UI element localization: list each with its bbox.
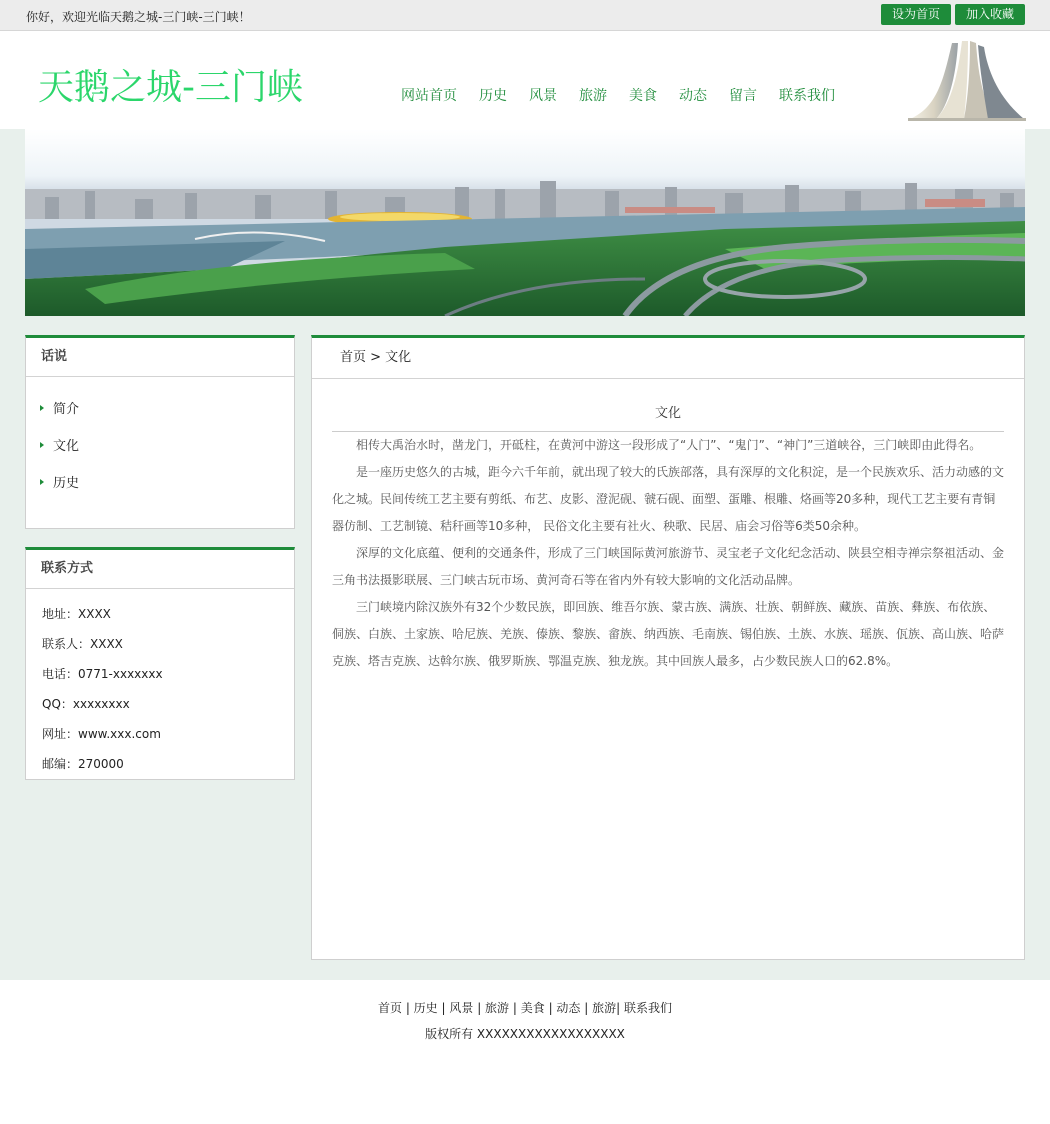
article-paragraph: 三门峡境内除汉族外有32个少数民族，即回族、维吾尔族、蒙古族、满族、壮族、朝鲜族、藏族、苗族、彝族、布依族、侗族、白族、土家族、哈尼族、羌族、傣族、黎族、畲族、纳西族、毛南族、锡伯族、土族、水族、瑶族、佤族、高山族、哈萨克族、塔吉克族、达斡尔族、俄罗斯族、鄂温克族、独龙族。其中回族人最多，占少数民族人口的62.8%。	[332, 600, 1005, 668]
site-header	[0, 31, 1050, 129]
breadcrumb: 首页 > 文化	[312, 338, 1024, 379]
site-logo[interactable]: 天鹅之城-三门峡	[38, 67, 303, 108]
contact-website: 网址：www.xxx.com	[42, 727, 161, 741]
city-banner-image	[25, 129, 1025, 316]
nav-contact[interactable]: 联系我们	[779, 88, 835, 104]
top-bar	[0, 0, 1050, 31]
footer-link-news[interactable]: 动态	[556, 1001, 581, 1015]
contact-panel-title: 联系方式	[26, 550, 294, 589]
welcome-text: 你好，欢迎光临天鹅之城-三门峡-三门峡！	[26, 10, 251, 24]
site-footer	[0, 980, 1050, 1124]
talk-item-intro[interactable]	[26, 389, 294, 426]
contact-person: 联系人：XXXX	[42, 637, 123, 651]
footer-link-travel-2[interactable]: 旅游	[592, 1001, 617, 1015]
contact-postcode: 邮编：270000	[42, 757, 124, 771]
main-content	[311, 335, 1025, 960]
talk-item-label: 文化	[53, 439, 80, 454]
footer-link-scenery[interactable]: 风景	[449, 1001, 474, 1015]
main-nav	[401, 85, 857, 105]
arrow-right-icon	[40, 479, 44, 485]
contact-panel	[25, 547, 295, 780]
footer-link-travel[interactable]: 旅游	[485, 1001, 510, 1015]
nav-news[interactable]: 动态	[679, 88, 707, 104]
article-paragraph: 深厚的文化底蕴、便利的交通条件，形成了三门峡国际黄河旅游节、灵宝老子文化纪念活动、陕县空相寺禅宗祭祖活动、金三角书法摄影联展、三门峡古玩市场、黄河奇石等在省内外有较大影响的文化活动品牌。	[332, 546, 1005, 587]
contact-address: 地址：XXXX	[42, 607, 111, 621]
nav-message[interactable]: 留言	[729, 88, 757, 104]
footer-link-food[interactable]: 美食	[520, 1001, 545, 1015]
footer-link-home[interactable]: 首页	[377, 1001, 402, 1015]
talk-item-history[interactable]	[26, 463, 294, 500]
contact-phone: 电话：0771-xxxxxxx	[42, 667, 163, 681]
talk-list	[26, 377, 294, 500]
footer-link-history[interactable]: 历史	[413, 1001, 438, 1015]
article-paragraph: 是一座历史悠久的古城，距今六千年前，就出现了较大的氏族部落，具有深厚的文化积淀，是一个民族欢乐、活力动感的文化之城。民间传统工艺主要有剪纸、布艺、皮影、澄泥砚、虢石砚、面塑、蛋雕、根雕、烙画等20多种，现代工艺主要有青铜器仿制、工艺制镜、秸秆画等10多种， 民俗文化主要有社火、秧歌、民居、庙会习俗等6类50余种。	[332, 465, 1005, 533]
talk-item-culture[interactable]	[26, 426, 294, 463]
add-favorite-button[interactable]: 加入收藏	[955, 4, 1025, 25]
contact-list	[26, 589, 294, 779]
contact-qq: QQ：xxxxxxxx	[42, 697, 130, 711]
arrow-right-icon	[40, 405, 44, 411]
footer-links: 首页 | 历史 | 风景 | 旅游 | 美食 | 动态 | 旅游| 联系我们	[377, 1001, 672, 1015]
footer-link-contact[interactable]: 联系我们	[623, 1001, 672, 1015]
article-title: 文化	[332, 402, 1004, 432]
nav-food[interactable]: 美食	[629, 88, 657, 104]
monument-image	[908, 37, 1026, 121]
article-body	[332, 432, 1004, 675]
talk-item-label: 简介	[53, 402, 80, 417]
set-home-button[interactable]: 设为首页	[881, 4, 951, 25]
arrow-right-icon	[40, 442, 44, 448]
copyright: 版权所有 XXXXXXXXXXXXXXXXXX	[425, 1027, 625, 1041]
talk-panel	[25, 335, 295, 529]
nav-scenery[interactable]: 风景	[529, 88, 557, 104]
nav-home[interactable]: 网站首页	[401, 88, 457, 104]
nav-history[interactable]: 历史	[479, 88, 507, 104]
talk-panel-title: 话说	[26, 338, 294, 377]
talk-item-label: 历史	[53, 476, 80, 491]
article-paragraph: 相传大禹治水时，凿龙门，开砥柱，在黄河中游这一段形成了“人门”、“鬼门”、“神门”三道峡谷，三门峡即由此得名。	[356, 438, 982, 452]
nav-travel[interactable]: 旅游	[579, 88, 607, 104]
